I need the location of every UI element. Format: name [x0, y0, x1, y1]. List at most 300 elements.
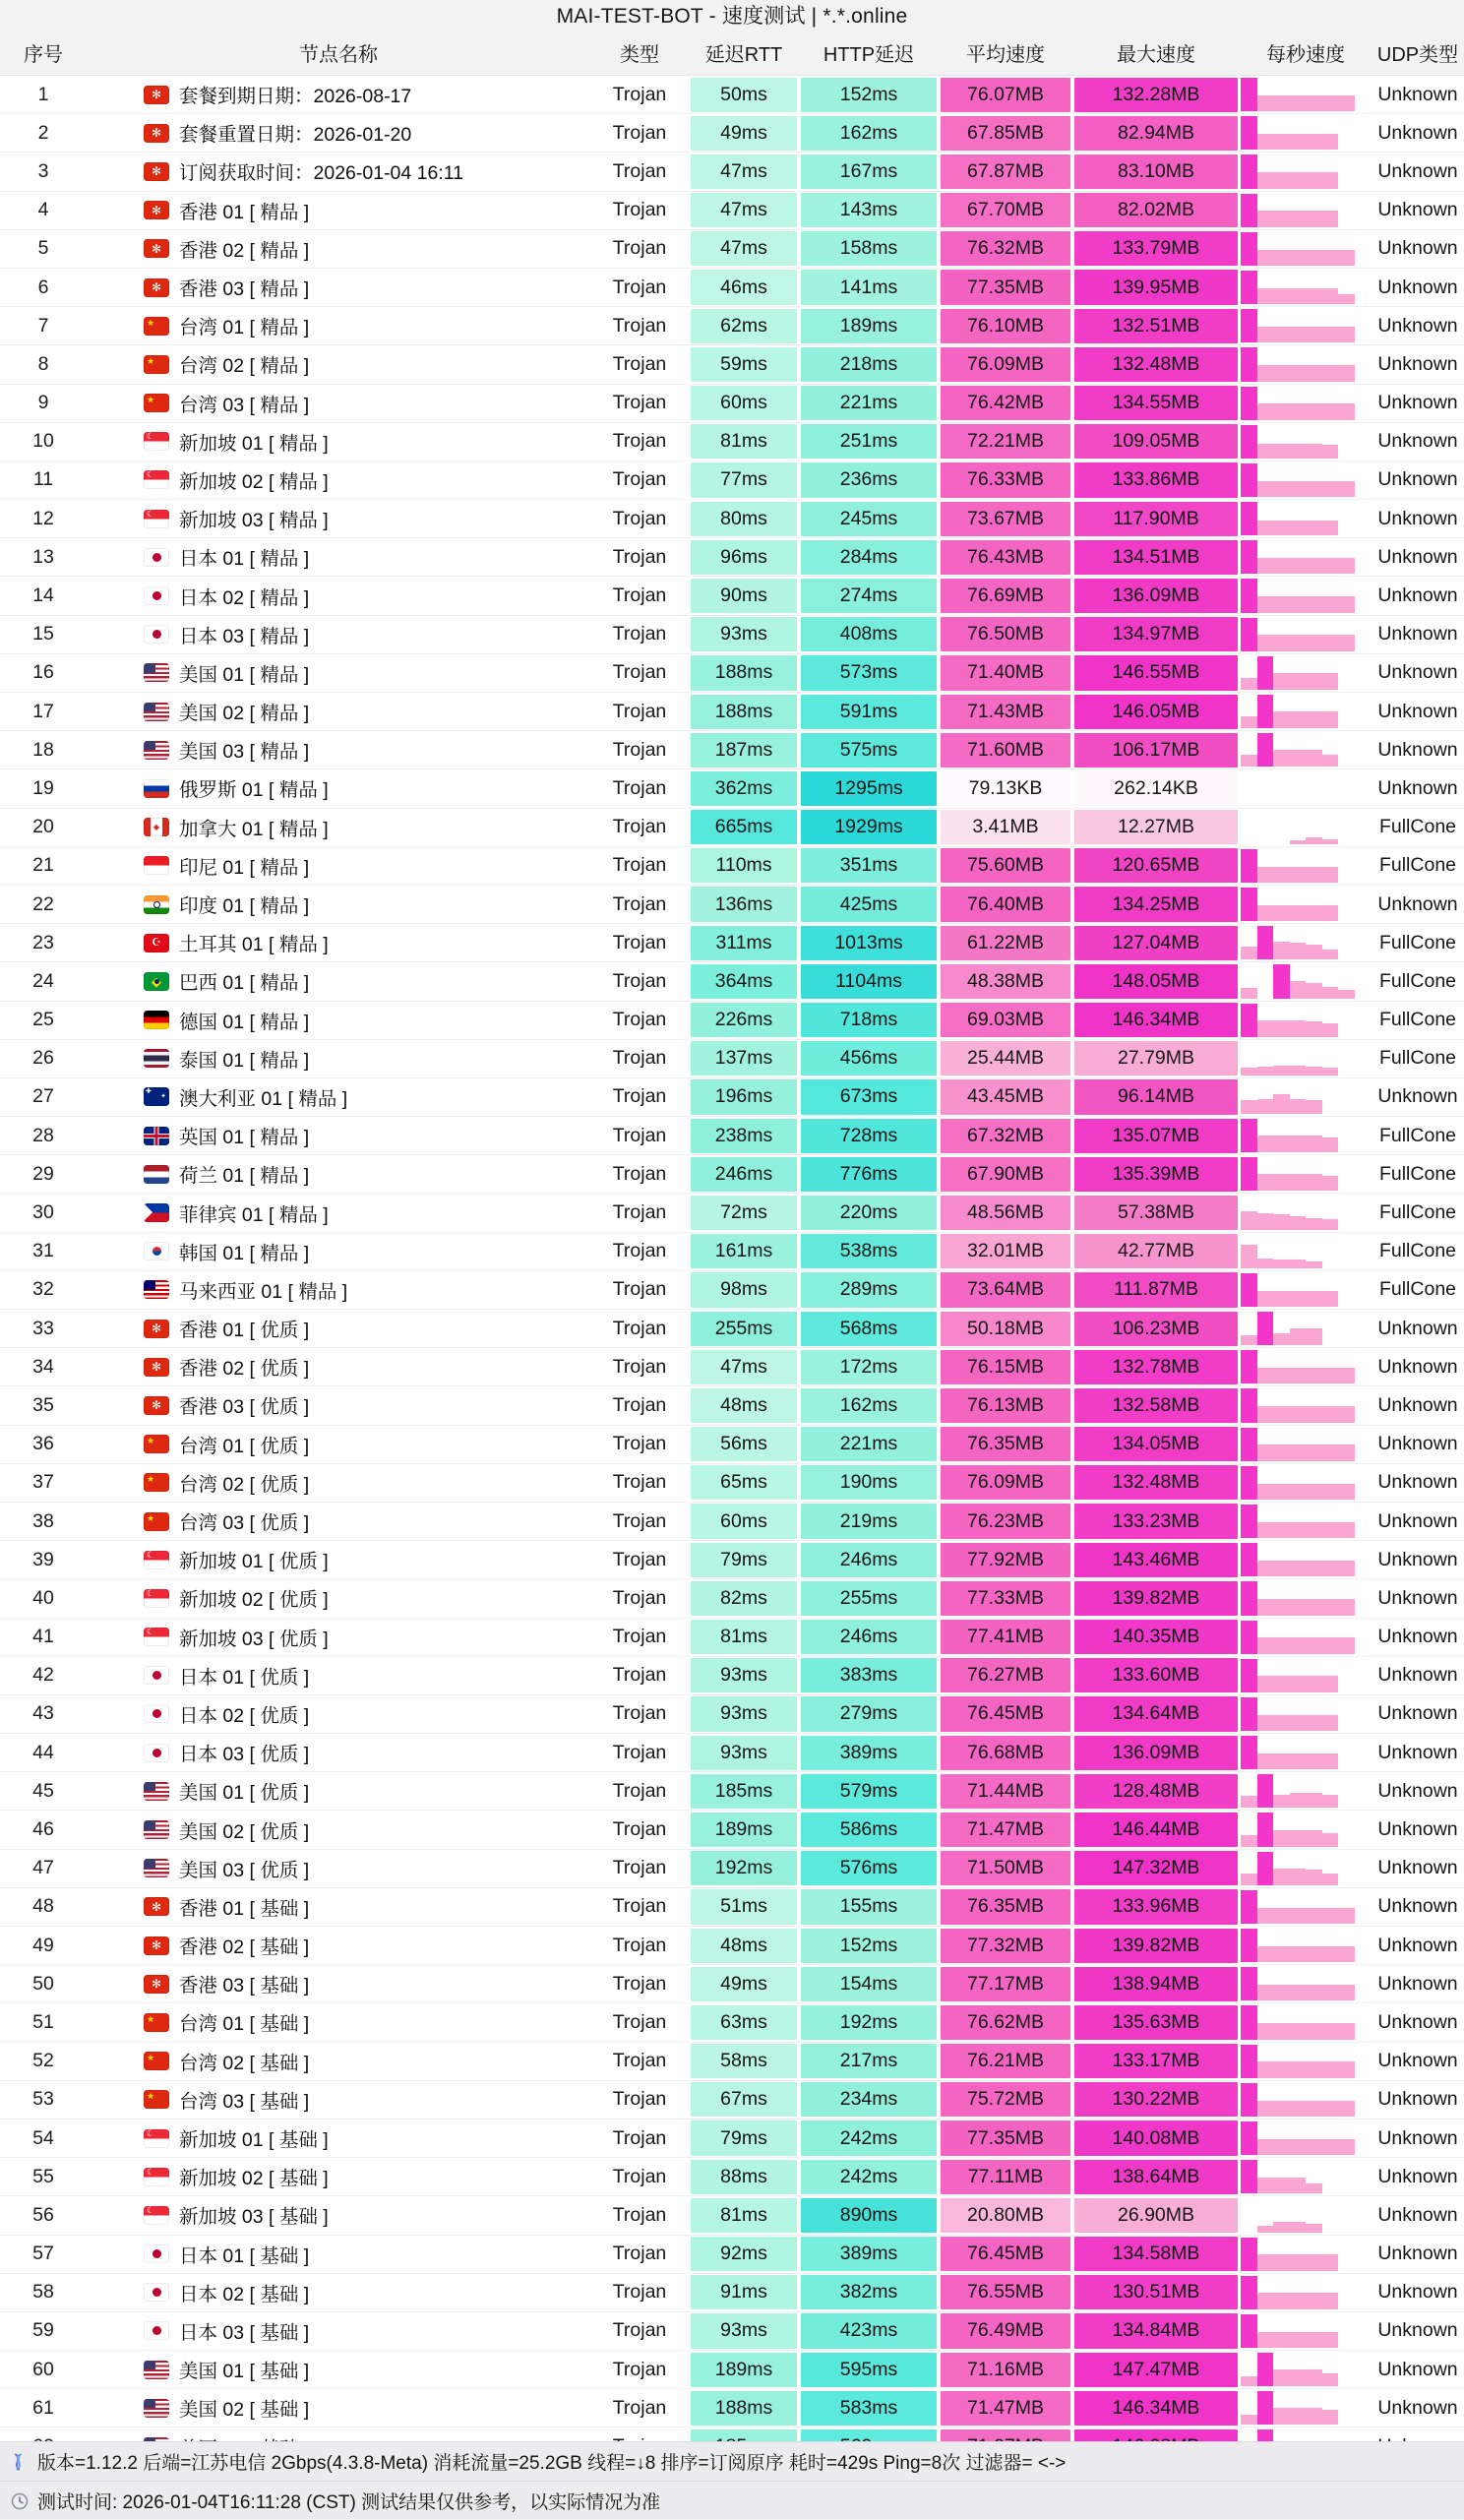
cell-node-name [87, 1002, 590, 1039]
cell-node-name [87, 1965, 590, 2002]
cell-avg-speed: 73.67MB [941, 502, 1070, 536]
cell-node-name [87, 2274, 590, 2311]
chart-bar [1257, 211, 1274, 226]
cell-node-name [87, 2196, 590, 2234]
node-name-label: 台湾 03 [ 精品 ] [179, 394, 310, 416]
chart-bar [1273, 1066, 1290, 1076]
chart-bar [1322, 2254, 1339, 2270]
cell-type: Trojan [612, 1124, 667, 1146]
cell-rtt-latency: 255ms [691, 1312, 797, 1346]
cell-index: 10 [32, 430, 54, 453]
speedtest-table [0, 76, 1464, 2467]
cell-index: 24 [32, 969, 54, 992]
chart-bar [1338, 2023, 1355, 2039]
chart-bar [1241, 2121, 1257, 2155]
chart-bar [1290, 2178, 1307, 2193]
chart-bar [1257, 1291, 1274, 1307]
table-row [0, 461, 1464, 500]
flag-cn-icon [144, 355, 169, 374]
chart-bar [1241, 78, 1257, 111]
chart-bar [1257, 596, 1274, 612]
chart-bar [1322, 673, 1339, 690]
chart-bar [1273, 1291, 1290, 1307]
table-row [0, 192, 1464, 230]
chart-bar [1241, 1388, 1257, 1422]
chart-bar [1322, 481, 1339, 497]
cell-max-speed: 132.28MB [1074, 78, 1238, 112]
cell-http-latency: 595ms [801, 2353, 937, 2387]
cell-http-latency: 591ms [801, 695, 937, 729]
cell-index: 53 [32, 2088, 54, 2111]
table-row [0, 538, 1464, 577]
cell-max-speed: 134.55MB [1074, 386, 1238, 420]
chart-bar [1273, 327, 1290, 342]
cell-index: 45 [32, 1779, 54, 1802]
per-second-bar-chart [1241, 1852, 1371, 1885]
chart-bar [1322, 445, 1339, 459]
cell-avg-speed: 71.43MB [941, 695, 1070, 729]
cell-http-latency: 219ms [801, 1504, 937, 1538]
chart-bar [1241, 1929, 1257, 1962]
chart-bar [1306, 2139, 1322, 2155]
cell-max-speed: 134.64MB [1074, 1696, 1238, 1731]
cell-index: 30 [32, 1201, 54, 1224]
chart-bar [1338, 2101, 1355, 2117]
cell-udp-type: Unknown [1377, 2281, 1458, 2304]
cell-avg-speed: 76.68MB [941, 1736, 1070, 1770]
table-row [0, 1695, 1464, 1734]
flag-id-icon [144, 856, 169, 875]
cell-http-latency: 190ms [801, 1465, 937, 1500]
node-name-label: 美国 02 [ 优质 ] [179, 1820, 310, 1843]
cell-avg-speed: 76.32MB [941, 231, 1070, 266]
chart-bar [1273, 635, 1290, 650]
cell-type: Trojan [612, 1818, 667, 1841]
chart-bar [1290, 867, 1307, 883]
cell-node-name [87, 307, 590, 344]
cell-avg-speed: 69.03MB [941, 1003, 1070, 1037]
cell-udp-type: Unknown [1377, 1818, 1458, 1841]
chart-bar [1273, 1795, 1290, 1809]
per-second-bar-chart [1241, 78, 1371, 111]
chart-bar [1306, 1793, 1322, 1808]
chart-bar [1338, 635, 1355, 650]
cell-udp-type: Unknown [1377, 661, 1458, 684]
cell-udp-type: FullCone [1378, 1047, 1457, 1070]
cell-type: Trojan [612, 1972, 667, 1995]
flag-my-icon [144, 1280, 169, 1299]
chart-bar [1257, 288, 1274, 304]
cell-udp-type: Unknown [1377, 2203, 1458, 2226]
cell-avg-speed: 76.43MB [941, 540, 1070, 575]
node-name-label: 台湾 02 [ 精品 ] [179, 355, 310, 378]
flag-cn-icon [144, 1512, 169, 1531]
cell-avg-speed: 77.35MB [941, 270, 1070, 304]
cell-node-name [87, 192, 590, 229]
cell-http-latency: 673ms [801, 1079, 937, 1114]
cell-per-second-chart [1240, 1541, 1372, 1578]
chart-bar [1306, 1444, 1322, 1460]
chart-bar [1273, 211, 1290, 226]
chart-bar [1306, 2408, 1322, 2425]
cell-type: Trojan [612, 314, 667, 337]
chart-bar [1273, 1676, 1290, 1691]
cell-http-latency: 251ms [801, 424, 937, 459]
cell-node-name [87, 2351, 590, 2388]
cell-node-name [87, 269, 590, 306]
per-second-bar-chart [1241, 1466, 1371, 1500]
chart-bar [1241, 347, 1257, 381]
chart-bar [1290, 673, 1307, 690]
cell-index: 32 [32, 1278, 54, 1301]
cell-udp-type: FullCone [1378, 1278, 1457, 1301]
chart-bar [1306, 481, 1322, 497]
cell-per-second-chart [1240, 1657, 1372, 1694]
cell-avg-speed: 76.62MB [941, 2005, 1070, 2040]
cell-max-speed: 96.14MB [1074, 1079, 1238, 1114]
per-second-bar-chart [1241, 2121, 1371, 2155]
chart-bar [1241, 1245, 1257, 1268]
chart-bar [1290, 1946, 1307, 1962]
chart-bar [1338, 294, 1355, 304]
chart-bar [1306, 444, 1322, 459]
cell-udp-type: Unknown [1377, 1471, 1458, 1494]
chart-bar [1290, 172, 1307, 188]
cell-avg-speed: 76.35MB [941, 1889, 1070, 1924]
cell-http-latency: 245ms [801, 502, 937, 536]
chart-bar [1306, 1484, 1322, 1500]
chart-bar [1290, 2222, 1307, 2232]
cell-rtt-latency: 59ms [691, 347, 797, 382]
cell-udp-type: Unknown [1377, 1626, 1458, 1648]
chart-bar [1322, 839, 1339, 844]
chart-bar [1322, 1219, 1339, 1229]
table-row [0, 230, 1464, 269]
flag-sg-icon [144, 510, 169, 528]
chart-bar [1338, 1599, 1355, 1615]
node-name-label: 日本 02 [ 基础 ] [179, 2283, 310, 2305]
node-name-label: 日本 03 [ 优质 ] [179, 1744, 310, 1766]
node-name-label: 日本 03 [ 基础 ] [179, 2321, 310, 2344]
chart-bar [1273, 2139, 1290, 2155]
chart-bar [1257, 695, 1274, 728]
per-second-bar-chart [1241, 1235, 1371, 1268]
cell-index: 7 [37, 314, 49, 337]
cell-http-latency: 246ms [801, 1620, 937, 1654]
cell-per-second-chart [1240, 230, 1372, 268]
chart-bar [1241, 579, 1257, 612]
cell-udp-type: FullCone [1378, 1201, 1457, 1224]
cell-per-second-chart [1240, 1348, 1372, 1385]
chart-bar [1338, 558, 1355, 574]
cell-http-latency: 1104ms [801, 964, 937, 999]
cell-udp-type: Unknown [1377, 2088, 1458, 2111]
cell-node-name [87, 693, 590, 730]
chart-bar [1273, 1020, 1290, 1037]
cell-type: Trojan [612, 816, 667, 838]
chart-bar [1322, 1522, 1339, 1538]
cell-http-latency: 162ms [801, 116, 937, 151]
cell-rtt-latency: 136ms [691, 887, 797, 921]
cell-node-name [87, 230, 590, 268]
table-row [0, 500, 1464, 538]
chart-bar [1257, 2101, 1274, 2117]
chart-bar [1338, 1985, 1355, 2000]
chart-bar [1306, 558, 1322, 574]
cell-index: 38 [32, 1509, 54, 1532]
cell-udp-type: Unknown [1377, 1509, 1458, 1532]
cell-per-second-chart [1240, 924, 1372, 961]
cell-udp-type: FullCone [1378, 1124, 1457, 1146]
cell-index: 6 [37, 276, 49, 298]
cell-per-second-chart [1240, 2120, 1372, 2157]
node-name-label: 美国 01 [ 优质 ] [179, 1782, 310, 1805]
cell-rtt-latency: 79ms [691, 2120, 797, 2155]
cell-udp-type: Unknown [1377, 2319, 1458, 2342]
chart-bar [1290, 981, 1307, 998]
cell-per-second-chart [1240, 345, 1372, 383]
chart-bar [1290, 635, 1307, 650]
chart-bar [1306, 250, 1322, 266]
cell-max-speed: 132.51MB [1074, 309, 1238, 343]
cell-rtt-latency: 189ms [691, 2353, 797, 2387]
chart-bar [1257, 95, 1274, 111]
cell-index: 4 [37, 199, 49, 221]
cell-udp-type: Unknown [1377, 892, 1458, 915]
cell-max-speed: 147.32MB [1074, 1851, 1238, 1885]
chart-bar [1257, 2293, 1274, 2308]
cell-rtt-latency: 187ms [691, 733, 797, 768]
chart-bar [1306, 1599, 1322, 1615]
chart-bar [1322, 1874, 1339, 1885]
cell-udp-type: Unknown [1377, 2050, 1458, 2072]
chart-bar [1338, 250, 1355, 266]
cell-http-latency: 162ms [801, 1388, 937, 1423]
cell-http-latency: 152ms [801, 78, 937, 112]
chart-bar [1257, 1368, 1274, 1383]
table-row [0, 2274, 1464, 2312]
chart-bar [1306, 1067, 1322, 1076]
chart-bar [1322, 1676, 1339, 1691]
chart-bar [1306, 1715, 1322, 1731]
chart-bar [1241, 1466, 1257, 1500]
node-name-label: 印度 01 [ 精品 ] [179, 895, 310, 918]
cell-http-latency: 576ms [801, 1851, 937, 1885]
chart-bar [1241, 1157, 1257, 1191]
node-name-label: 台湾 01 [ 精品 ] [179, 317, 310, 339]
cell-per-second-chart [1240, 1579, 1372, 1617]
chart-bar [1241, 425, 1257, 459]
cell-http-latency: 242ms [801, 2160, 937, 2194]
table-row [0, 1579, 1464, 1618]
cell-udp-type: Unknown [1377, 1702, 1458, 1725]
flag-de-icon [144, 1011, 169, 1029]
cell-avg-speed: 61.22MB [941, 926, 1070, 960]
chart-bar [1257, 1484, 1274, 1500]
chart-bar [1290, 1099, 1307, 1114]
cell-node-name [87, 2312, 590, 2350]
cell-max-speed: 106.23MB [1074, 1312, 1238, 1346]
chart-bar [1306, 837, 1322, 844]
table-row [0, 1541, 1464, 1579]
cell-type: Trojan [612, 1626, 667, 1648]
chart-bar [1290, 95, 1307, 111]
chart-bar [1306, 596, 1322, 612]
chart-bar [1257, 1908, 1274, 1924]
cell-type: Trojan [612, 1009, 667, 1031]
node-name-label: 澳大利亚 01 [ 精品 ] [179, 1087, 348, 1110]
cell-rtt-latency: 188ms [691, 655, 797, 690]
cell-max-speed: 127.04MB [1074, 926, 1238, 960]
per-second-bar-chart [1241, 2276, 1371, 2309]
cell-udp-type: Unknown [1377, 199, 1458, 221]
chart-bar [1273, 1753, 1290, 1769]
chart-bar [1273, 867, 1290, 883]
per-second-bar-chart [1241, 1813, 1371, 1846]
node-name-label: 台湾 03 [ 基础 ] [179, 2090, 310, 2113]
cell-max-speed: 132.78MB [1074, 1350, 1238, 1384]
cell-per-second-chart [1240, 307, 1372, 344]
node-name-label: 韩国 01 [ 精品 ] [179, 1242, 310, 1264]
chart-bar [1322, 172, 1339, 188]
chart-bar [1290, 1484, 1307, 1500]
cell-max-speed: 146.34MB [1074, 1003, 1238, 1037]
chart-bar [1322, 95, 1339, 111]
table-row [0, 1927, 1464, 1965]
chart-bar [1241, 1621, 1257, 1654]
table-row [0, 2120, 1464, 2158]
chart-bar [1257, 2226, 1274, 2233]
cell-index: 3 [37, 159, 49, 182]
node-name-label: 日本 02 [ 优质 ] [179, 1704, 310, 1727]
cell-node-name [87, 385, 590, 422]
cell-max-speed: 139.95MB [1074, 270, 1238, 304]
flag-jp-icon [144, 548, 169, 567]
cell-per-second-chart [1240, 731, 1372, 768]
per-second-bar-chart [1241, 194, 1371, 227]
cell-http-latency: 279ms [801, 1696, 937, 1731]
cell-per-second-chart [1240, 2351, 1372, 2388]
cell-max-speed: 133.96MB [1074, 1889, 1238, 1924]
cell-per-second-chart [1240, 577, 1372, 614]
cell-rtt-latency: 81ms [691, 424, 797, 459]
chart-bar [1306, 1637, 1322, 1653]
table-row [0, 1965, 1464, 2003]
cell-udp-type: Unknown [1377, 738, 1458, 761]
chart-bar [1322, 711, 1339, 728]
cell-index: 14 [32, 584, 54, 607]
flag-jp-icon [144, 625, 169, 644]
cell-per-second-chart [1240, 1386, 1372, 1424]
chart-bar [1290, 1561, 1307, 1576]
cell-rtt-latency: 48ms [691, 1388, 797, 1423]
per-second-bar-chart [1241, 1621, 1371, 1654]
node-name-label: 香港 01 [ 优质 ] [179, 1320, 310, 1342]
chart-bar [1257, 2332, 1274, 2348]
chart-bar [1322, 521, 1339, 535]
footer-info-text: 版本=1.12.2 后端=江苏电信 2Gbps(4.3.8-Meta) 消耗流量=25.2GB 线程=↓8 排序=订阅原序 耗时=429s Ping=8次 过滤器= <-> [37, 2453, 1067, 2474]
cell-rtt-latency: 185ms [691, 1774, 797, 1809]
chart-bar [1257, 250, 1274, 266]
flag-jp-icon [144, 586, 169, 605]
flag-hk-icon [144, 1320, 169, 1338]
column-header-avg-speed: 平均速度 [966, 43, 1045, 66]
cell-per-second-chart [1240, 1850, 1372, 1887]
cell-rtt-latency: 80ms [691, 502, 797, 536]
chart-bar [1306, 673, 1322, 690]
table-row [0, 616, 1464, 654]
cell-type: Trojan [612, 237, 667, 260]
cell-node-name [87, 1579, 590, 1617]
table-row [0, 886, 1464, 924]
chart-bar [1273, 1368, 1290, 1383]
chart-bar [1241, 116, 1257, 150]
chart-bar [1322, 905, 1339, 921]
cell-index: 36 [32, 1433, 54, 1455]
cell-avg-speed: 75.72MB [941, 2082, 1070, 2117]
footer [0, 2441, 1464, 2519]
chart-bar [1290, 2293, 1307, 2308]
chart-bar [1290, 2023, 1307, 2039]
cell-index: 60 [32, 2358, 54, 2380]
cell-per-second-chart [1240, 809, 1372, 846]
cell-http-latency: 218ms [801, 347, 937, 382]
cell-index: 39 [32, 1548, 54, 1570]
cell-rtt-latency: 311ms [691, 926, 797, 960]
chart-bar [1338, 2061, 1355, 2077]
chart-bar [1322, 1406, 1339, 1422]
cell-node-name [87, 1426, 590, 1463]
cell-udp-type: Unknown [1377, 430, 1458, 453]
node-name-label: 香港 01 [ 精品 ] [179, 201, 310, 223]
chart-bar [1290, 1328, 1307, 1345]
cell-type: Trojan [612, 661, 667, 684]
chart-bar [1241, 309, 1257, 342]
cell-max-speed: 42.77MB [1074, 1234, 1238, 1268]
chart-bar [1290, 2408, 1307, 2425]
cell-max-speed: 132.58MB [1074, 1388, 1238, 1423]
node-name-label: 土耳其 01 [ 精品 ] [179, 934, 329, 956]
chart-bar [1306, 1100, 1322, 1114]
chart-bar [1290, 1908, 1307, 1924]
chart-bar [1322, 950, 1339, 959]
chart-bar [1322, 2332, 1339, 2348]
cell-avg-speed: 71.16MB [941, 2353, 1070, 2387]
chart-bar [1338, 1406, 1355, 1422]
chart-bar [1257, 558, 1274, 574]
chart-bar [1322, 558, 1339, 574]
cell-max-speed: 146.05MB [1074, 695, 1238, 729]
cell-per-second-chart [1240, 2312, 1372, 2350]
chart-bar [1241, 1505, 1257, 1538]
cell-max-speed: 109.05MB [1074, 424, 1238, 459]
cell-per-second-chart [1240, 385, 1372, 422]
cell-avg-speed: 77.33MB [941, 1581, 1070, 1616]
node-name-label: 俄罗斯 01 [ 精品 ] [179, 779, 329, 802]
cell-avg-speed: 79.13KB [941, 771, 1070, 806]
chart-bar [1290, 1260, 1307, 1268]
cell-index: 34 [32, 1355, 54, 1378]
cell-avg-speed: 67.87MB [941, 154, 1070, 189]
cell-rtt-latency: 91ms [691, 2275, 797, 2309]
per-second-bar-chart [1241, 387, 1371, 420]
cell-node-name [87, 2081, 590, 2119]
chart-bar [1290, 2061, 1307, 2077]
chart-bar [1241, 2276, 1257, 2309]
cell-avg-speed: 48.38MB [941, 964, 1070, 999]
per-second-bar-chart [1241, 347, 1371, 381]
chart-bar [1322, 1484, 1339, 1500]
